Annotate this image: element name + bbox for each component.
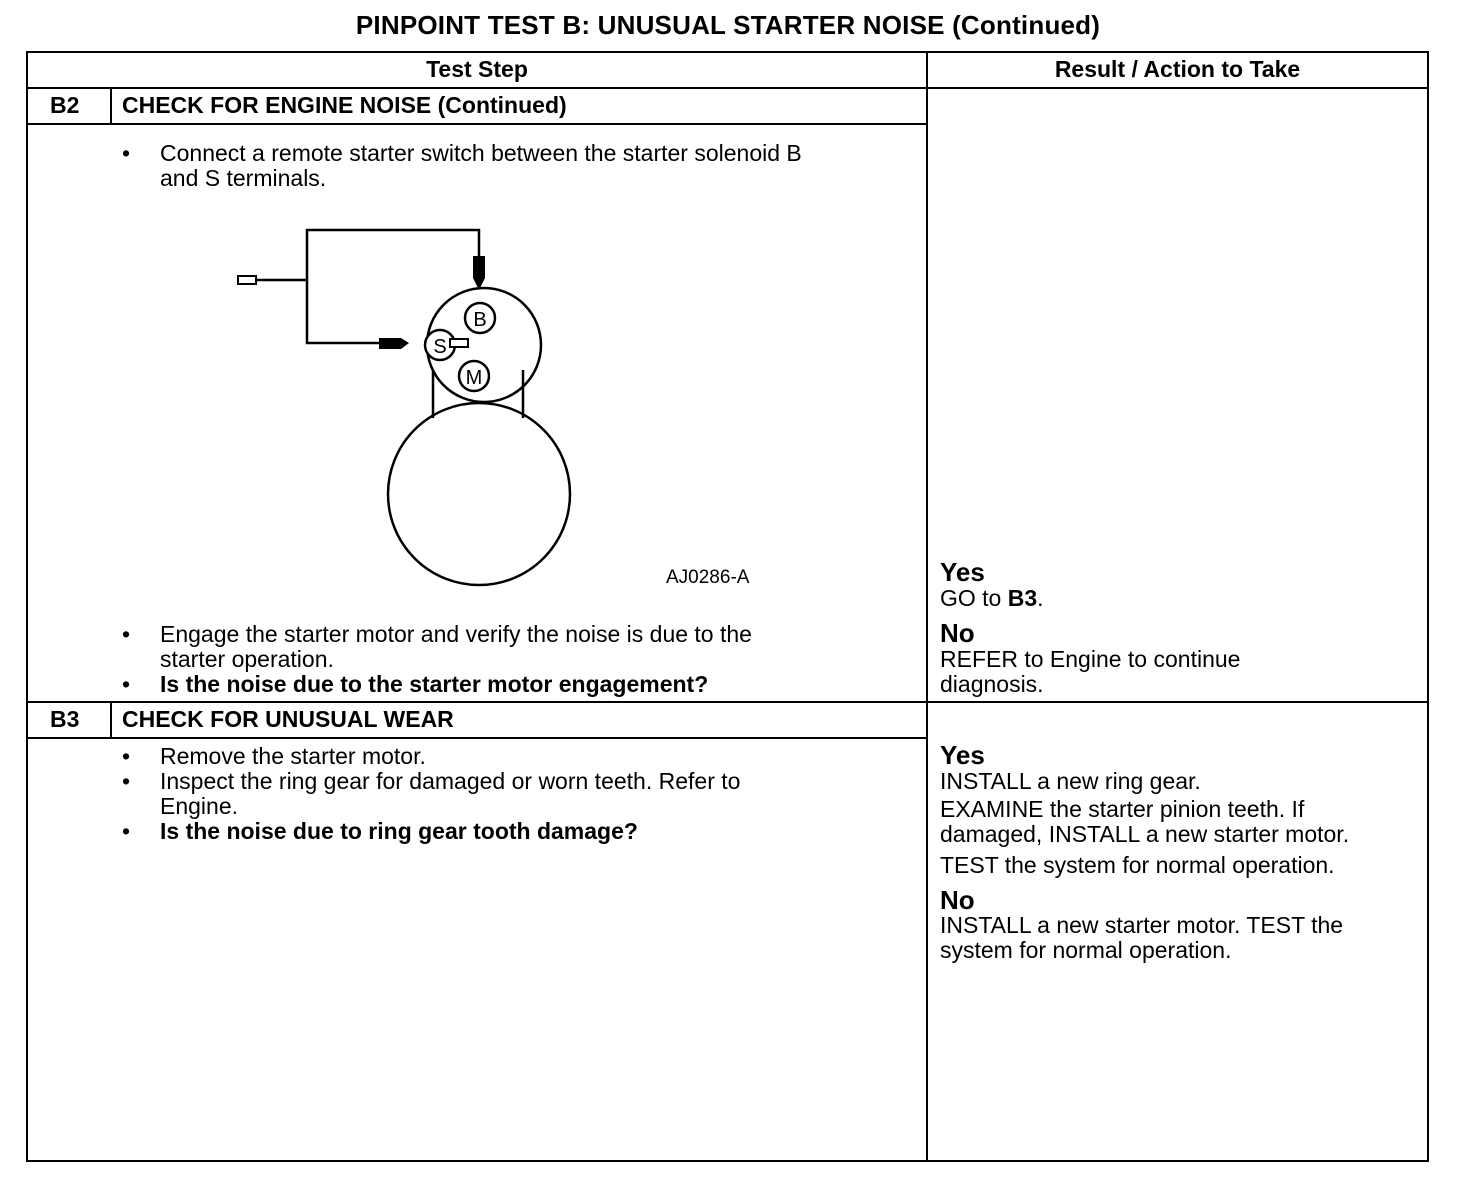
bullet: • xyxy=(122,743,131,769)
bullet: • xyxy=(122,818,131,844)
b3-yes-line-2: EXAMINE the starter pinion teeth. If damaged, INSTALL a new starter motor. xyxy=(940,796,1350,847)
b3-yes-line-4: TEST the system for normal operation. xyxy=(940,852,1335,878)
bullet: • xyxy=(122,140,131,166)
terminal-b-label: B xyxy=(473,309,487,331)
bullet: • xyxy=(122,768,131,794)
page-title: PINPOINT TEST B: UNUSUAL STARTER NOISE (Continued) xyxy=(355,10,1101,40)
step-heading-b2: CHECK FOR ENGINE NOISE (Continued) xyxy=(122,92,567,118)
remote-switch-plug xyxy=(238,276,256,284)
s-clip-tip xyxy=(401,338,409,349)
b3-instruction-1: Remove the starter motor. xyxy=(160,743,426,769)
step-heading-b3: CHECK FOR UNUSUAL WEAR xyxy=(122,706,454,732)
b-clip xyxy=(473,256,485,278)
figure-label: AJ0286-A xyxy=(666,567,750,588)
bullet: • xyxy=(122,671,131,697)
b2-question: Is the noise due to the starter motor engagement? xyxy=(160,671,709,697)
motor-body xyxy=(388,403,570,585)
wire-to-b-terminal xyxy=(307,230,479,343)
terminal-s-label: S xyxy=(433,336,447,358)
header-test-step: Test Step xyxy=(426,56,528,82)
b2-no-label: No xyxy=(940,618,975,648)
b2-yes-action: GO to B3. xyxy=(940,585,1044,611)
b2-instruction-2: Engage the starter motor and verify the noise is due to the starter operation. xyxy=(160,621,752,672)
bullet: • xyxy=(122,621,131,647)
s-terminal-tab xyxy=(450,339,468,347)
b3-no-action: INSTALL a new starter motor. TEST the system for normal operation. xyxy=(940,912,1344,963)
header-result: Result / Action to Take xyxy=(1054,56,1301,82)
step-id-b3: B3 xyxy=(50,706,80,732)
terminal-m-label: M xyxy=(465,367,483,389)
b3-question: Is the noise due to ring gear tooth damage? xyxy=(160,818,638,844)
b2-no-action: REFER to Engine to continue diagnosis. xyxy=(940,646,1241,697)
s-clip xyxy=(379,338,401,349)
b3-no-label: No xyxy=(940,885,975,915)
b2-yes-label: Yes xyxy=(940,557,985,587)
b3-yes-line-1: INSTALL a new ring gear. xyxy=(940,768,1201,794)
b3-yes-label: Yes xyxy=(940,740,985,770)
b3-instruction-2: Inspect the ring gear for damaged or worn teeth. Refer to Engine. xyxy=(160,768,741,819)
b2-instruction-1: Connect a remote starter switch between the starter solenoid B and S terminals. xyxy=(160,140,802,191)
step-id-b2: B2 xyxy=(50,92,80,118)
